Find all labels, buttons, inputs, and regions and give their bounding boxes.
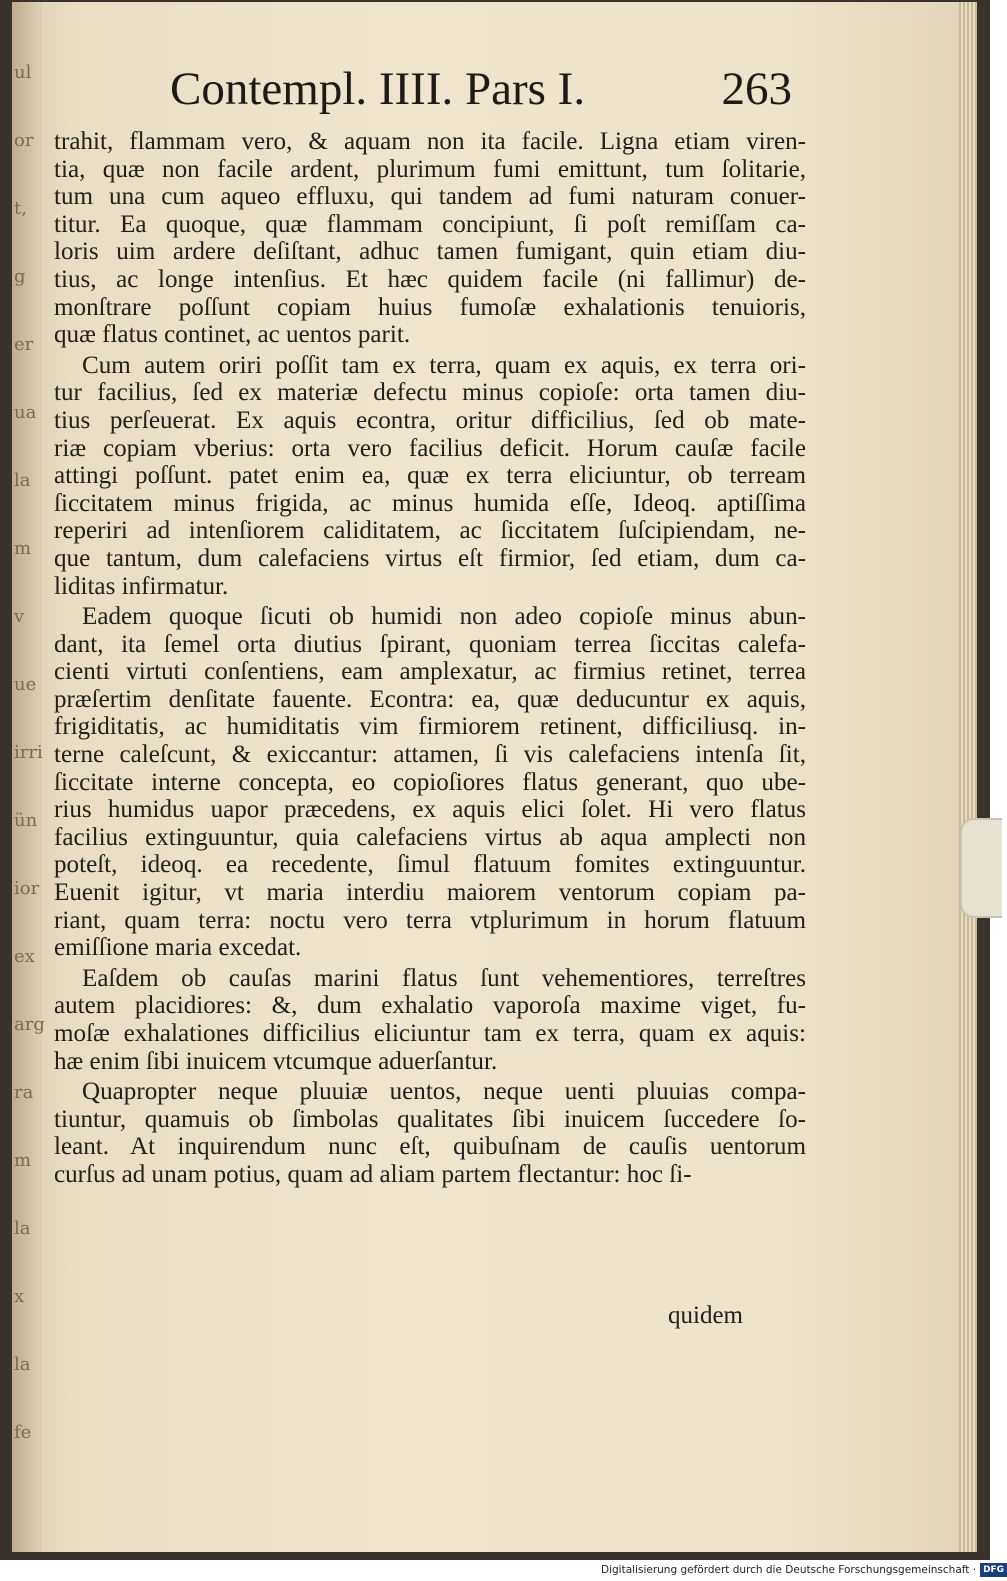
margin-fragment: t, xyxy=(14,198,27,219)
paragraph xyxy=(54,965,806,1075)
text-line: attingi poſſunt. patet enim ea, quæ ex terra eliciuntur, ob terream xyxy=(54,462,806,490)
text-line: tum una cum aqueo effluxu, qui tandem ad fumi naturam conuer- xyxy=(54,183,806,211)
margin-fragment: irri xyxy=(14,742,43,763)
text-line: frigiditatis, ac humiditatis vim firmiorem retinent, difficiliusq. in- xyxy=(54,713,806,741)
text-line: titur. Ea quoque, quæ flammam concipiunt, ſi poſt remiſſam ca- xyxy=(54,210,806,238)
margin-fragment: or xyxy=(14,130,34,151)
text-line: que tantum, dum calefaciens virtus eſt firmior, ſed etiam, dum ca- xyxy=(54,544,806,572)
text-line: tur facilius, ſed ex materiæ defectu minus copioſe: orta tamen diu- xyxy=(54,379,806,407)
page-fore-edge xyxy=(959,2,977,1552)
margin-fragment: m xyxy=(14,538,32,559)
text-line: loris uim ardere deſiſtant, adhuc tamen fumigant, quin etiam diu- xyxy=(54,238,806,266)
opposite-page-margin xyxy=(14,62,45,1502)
text-line: reperiri ad intenſiorem caliditatem, ac ſiccitatem ſuſcipiendam, ne- xyxy=(54,517,806,545)
paragraph xyxy=(54,1078,806,1188)
catchword: quidem xyxy=(668,1302,743,1329)
body-text xyxy=(54,128,806,1189)
paragraph xyxy=(54,352,806,600)
text-line: Eaſdem ob cauſas marini flatus ſunt vehementiores, terreſtres xyxy=(82,964,806,992)
text-line: terne caleſcunt, & exiccantur: attamen, ſi vis calefaciens intenſa ſit, xyxy=(54,741,806,769)
text-line: facilius extinguuntur, quia calefaciens virtus ab aqua amplecti non xyxy=(54,823,806,851)
margin-fragment: arg xyxy=(14,1014,45,1035)
text-line: ſiccitatem minus frigida, ac minus humida eſſe, Ideoq. aptiſſima xyxy=(54,489,806,517)
margin-fragment: x xyxy=(14,1286,25,1307)
text-line: riant, quam terra: noctu vero terra vtplurimum in horum flatuum xyxy=(54,906,806,934)
text-line: autem placidiores: &, dum exhalatio vaporoſa maxime viget, fu- xyxy=(54,992,806,1020)
text-line: liditas infirmatur. xyxy=(54,572,229,600)
dfg-logo: DFG xyxy=(980,1563,1007,1577)
text-line: leant. At inquirendum nunc eſt, quibuſnam de cauſis uentorum xyxy=(54,1133,806,1161)
text-line: trahit, flammam vero, & aquam non ita facile. Ligna etiam viren- xyxy=(54,128,806,155)
page-number: 263 xyxy=(721,63,792,115)
running-head-title: Contempl. IIII. Pars I. xyxy=(170,63,586,115)
margin-fragment: ün xyxy=(14,810,38,831)
margin-fragment: la xyxy=(14,470,31,491)
margin-fragment: la xyxy=(14,1354,31,1375)
text-line: rius humidus uapor præcedens, ex aquis elici ſolet. Hi vero flatus xyxy=(54,796,806,824)
text-line: tius, ac longe intenſius. Et hæc quidem facile (ni fallimur) de- xyxy=(54,265,806,293)
digitization-footer xyxy=(601,1560,1005,1581)
page-tab-marker xyxy=(960,818,1002,918)
text-line: Quapropter neque pluuiæ uentos, neque uenti pluuias compa- xyxy=(82,1078,806,1106)
text-line: tius perſeuerat. Ex aquis econtra, oritur difficilius, ſed ob mate- xyxy=(54,406,806,434)
margin-fragment: m xyxy=(14,1150,32,1171)
margin-fragment: ra xyxy=(14,1082,34,1103)
text-line: emiſſione maria excedat. xyxy=(54,934,302,962)
text-line: poteſt, ideoq. ea recedente, ſimul flatuum fomites extinguuntur. xyxy=(54,851,806,879)
text-line: curſus ad unam potius, quam ad aliam partem flectantur: hoc ſi- xyxy=(54,1160,692,1188)
text-line: tia, quæ non facile ardent, plurimum fumi emittunt, tum ſolitarie, xyxy=(54,155,806,183)
text-line: riæ copiam vberius: orta vero facilius deficit. Horum cauſæ facile xyxy=(54,434,806,462)
margin-fragment: la xyxy=(14,1218,31,1239)
margin-fragment: g xyxy=(14,266,26,287)
text-line: moſæ exhalationes difficilius eliciuntur tam ex terra, quam ex aquis: xyxy=(54,1020,806,1047)
margin-fragment: v xyxy=(14,606,25,627)
text-line: præſertim denſitate fauente. Econtra: ea, quæ deducuntur ex aquis, xyxy=(54,685,806,713)
margin-fragment: ua xyxy=(14,402,37,423)
margin-fragment: ex xyxy=(14,946,35,967)
margin-fragment: ior xyxy=(14,878,40,899)
paragraph xyxy=(54,603,806,962)
text-line: cienti virtuti conſentiens, eam amplexatur, ac firmius retinet, terrea xyxy=(54,658,806,686)
text-line: dant, ita ſemel orta diutius ſpirant, quoniam terrea ſiccitas calefa- xyxy=(54,630,806,658)
running-head xyxy=(170,62,810,122)
footer-text: Digitalisierung gefördert durch die Deutsche Forschungsgemeinschaft · xyxy=(601,1564,977,1576)
text-line: Eadem quoque ſicuti ob humidi non adeo copioſe minus abun- xyxy=(82,603,806,631)
margin-fragment: ul xyxy=(14,62,32,83)
paragraph xyxy=(54,128,806,349)
margin-fragment: er xyxy=(14,334,34,355)
text-line: Euenit igitur, vt maria interdiu maiorem ventorum copiam pa- xyxy=(54,879,806,907)
margin-fragment: ue xyxy=(14,674,37,695)
text-line: hæ enim ſibi inuicem vtcumque aduerſantur. xyxy=(54,1047,498,1075)
margin-fragment: fe xyxy=(14,1422,32,1443)
text-line: Cum autem oriri poſſit tam ex terra, quam ex aquis, ex terra ori- xyxy=(82,351,806,379)
text-line: ſiccitate interne concepta, eo copioſiores flatus generant, quo ube- xyxy=(54,768,806,796)
text-line: quæ flatus continet, ac uentos parit. xyxy=(54,321,411,349)
text-line: tiuntur, quamuis ob ſimbolas qualitates ſibi inuicem ſuccedere ſo- xyxy=(54,1105,806,1133)
text-line: monſtrare poſſunt copiam huius fumoſæ exhalationis tenuioris, xyxy=(54,293,806,321)
